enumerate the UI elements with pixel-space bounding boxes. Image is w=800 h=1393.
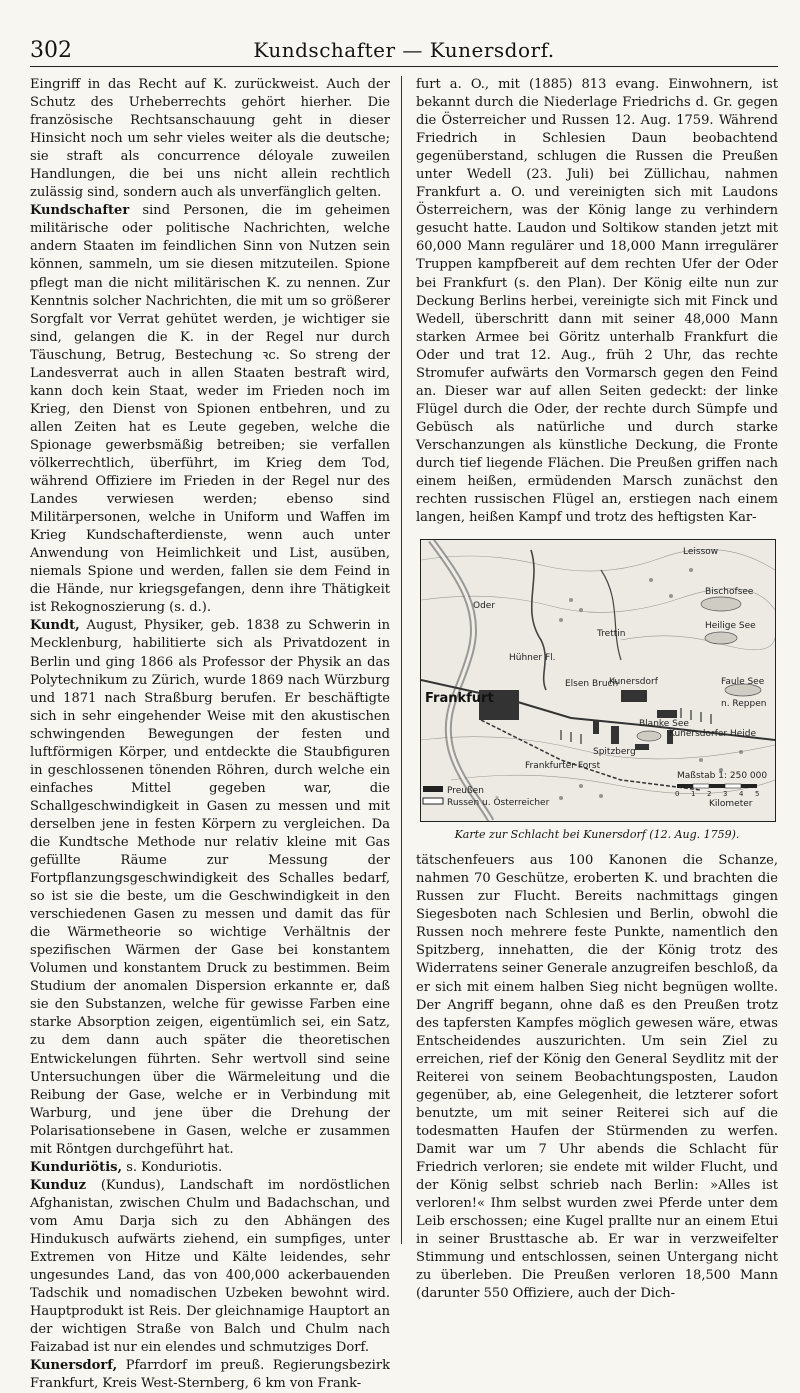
legend-label-prussians: Preußen	[447, 786, 484, 797]
running-head: Kundschafter — Kunersdorf.	[253, 38, 555, 62]
map-label-frankfurt: Frankfurt	[425, 691, 494, 707]
entry-continuation	[30, 76, 390, 202]
map-label-leissow: Leissow	[683, 547, 719, 558]
scale-tick: 2	[707, 790, 712, 799]
entry-lemma: Kunduriötis,	[30, 1159, 123, 1175]
legend-label-russians: Russen u. Österreicher	[447, 798, 550, 809]
entry-kunersdorf	[30, 1357, 390, 1393]
map-scale-unit: Kilometer	[709, 799, 753, 810]
page-number: 302	[30, 38, 72, 63]
entry-kunduriotis	[30, 1159, 390, 1177]
entry-text: August, Physiker, geb. 1838 zu Schwerin in Mecklenburg, habilitierte sich als Privatdozent in Berlin und ging 1866 als Professor der Physik an das Polytechnikum zu Zürich, wurde 1869 nach Würzburg und 1871 nach Straßburg berufen. Er beschäftigte sich in sehr eingehender Weise mit den akustischen schwingenden Bewegungen der festen und luftförmigen Körper, und entdeckte die Staubfiguren in geschlossenen tönenden Röhren, durch welche ein einfaches Mittel gegeben war, die Schallgeschwindigkeit in Gasen zu messen und mit derselben jene in festen Körpern zu vergleichen. Da die Kundtsche Methode nur relativ kleine mit Gas gefüllte Räume zur Messung der Fortpflanzungsgeschwindigkeit des Schalles bedarf, so ist sie die beste, um die Geschwindigkeit in den verschiedenen Gasen zu messen und damit das für die Wärmetheorie so wichtige Verhältnis der spezifischen Wärmen der Gase bei konstantem Volumen und konstantem Druck zu bestimmen. Beim Studium der anomalen Dispersion erkannte er, daß sie den Substanzen, welche für gewisse Farben eine starke Absorption zeigen, eigentümlich sei, ein Satz, zu dem dann auch später die theoretischen Entwickelungen führten. Sehr wertvoll sind seine Untersuchungen über die Wärmeleitung und die Reibung der Gase, welche er in Verbindung mit Warburg, und jene über die Drehung der Polarisationsebene in Gasen, welche er zusammen mit Röntgen durchgeführt hat.	[30, 618, 390, 1157]
entry-kunersdorf-continued: furt a. O., mit (1885) 813 evang. Einwohnern, ist bekannt durch die Niederlage Friedrichs d. Gr. gegen die Österreicher und Russen 12. Aug. 1759. Während Friedrich in Schlesien Daun beobachtend gegenüberstand, schlugen die Russen die Preußen unter Wedell (23. Juli) bei Züllichau, nahmen Frankfurt a. O. und vereinigten sich mit Laudons Österreichern, was der König lange zu verhindern gesucht hatte. Laudon und Soltikow standen jetzt mit 60,000 Mann regulärer und 18,000 Mann irregulärer Truppen kampfbereit auf dem rechten Ufer der Oder bei Frankfurt (s. den Plan). Der König eilte nun zur Deckung Berlins herbei, vereinigte sich mit Finck und Wedell, überschritt dann mit seiner 48,000 Mann starken Armee bei Göritz unterhalb Frankfurt die Oder und trat 12. Aug., früh 2 Uhr, das rechte Stromufer aufwärts den Vormarsch gegen den Feind an. Dieser war auf allen Seiten gedeckt: der linke Flügel durch die Oder, der rechte durch Sümpfe und Gebüsch als natürliche und durch starke Verschanzungen als künstliche Deckung, die Fronte durch tief liegende Flächen. Die Preußen griffen nach einem heißen, ermüdenden Marsch zunächst den rechten russischen Flügel an, erstiegen nach einem langen, heißen Kampf und trotz des heftigsten Kar-	[416, 77, 778, 526]
map-label-elsen-bruch: Elsen Bruch	[565, 679, 619, 690]
entry-lemma: Kundschafter	[30, 203, 130, 219]
entry-kunduz	[30, 1177, 390, 1357]
page-header	[30, 36, 778, 67]
scale-tick: 1	[691, 790, 696, 799]
entry-text: (Kundus), Landschaft im nordöstlichen Afghanistan, zwischen Chulm und Badachschan, und vom Amu Darja sich zu den Abhängen des Hindukusch aufwärts ziehend, ein sumpfiges, unter Extremen von Hitze und Kälte leidendes, sehr ungesundes Land, das von 400,000 ackerbauenden Tadschik und nomadischen Uzbeken bewohnt wird. Hauptprodukt ist Reis. Der gleichnamige Hauptort an der wichtigen Straße von Balch und Chulm nach Faizabad ist nur ein elendes und schmutziges Dorf.	[30, 1177, 390, 1356]
map-label-trettin: Trettin	[597, 629, 626, 640]
column-rule	[401, 76, 402, 1244]
scale-tick: 4	[739, 790, 744, 799]
scale-tick: 3	[723, 790, 728, 799]
entry-kundschafter	[30, 202, 390, 617]
entry-kundt	[30, 617, 390, 1158]
entry-text: sind Personen, die im geheimen militärische oder politische Nachrichten, welche andern Staaten im feindlichen Sinn von Nutzen sein können, sammeln, um sie diesen mitzuteilen. Spione pflegt man die nicht militärischen K. zu nennen. Zur Kenntnis solcher Nachrichten, die mit um so größerer Sorgfalt vor Verrat gehütet werden, je wichtiger sie sind, gelangen die K. in der Regel nur durch Täuschung, Betrug, Bestechung ꝛc. So streng der Landesverrat auch in allen Staaten bestraft wird, kann doch kein Staat, weder im Frieden noch im Krieg, den Dienst von Spionen entbehren, und zu allen Zeiten hat es Leute gegeben, welche die Spionage gewerbsmäßig betreiben; sie verfallen völkerrechtlich, überführt, im Krieg dem Tod, während Offiziere im Frieden in der Regel nur des Landes verwiesen werden; ebenso sind Militärpersonen, welche in Uniform und Waffen im Krieg Kundschafterdienste, wenn auch unter Anwendung von Heimlichkeit und List, ausüben, niemals Spione und werden, fallen sie dem Feind in die Hände, nur kriegsgefangen, denn ihre Thätigkeit ist Rekognoszierung (s. d.).	[30, 203, 390, 616]
right-column	[416, 76, 778, 1303]
entry-kunersdorf-continued-2: tätschenfeuers aus 100 Kanonen die Schanze, nahmen 70 Geschütze, eroberten K. und brachten die Russen zur Flucht. Bereits nachmittags gingen Siegesboten nach Schlesien und Berlin, obwohl die Russen noch mehrere feste Punkte, namentlich den Spitzberg, innehatten, die der König trotz des Widerratens seiner Generale anzugreifen beschloß, da er sich mit einem halben Sieg nicht begnügen wollte. Der Angriff begann, ohne daß es den Preußen trotz des tapfersten Kampfes möglich gewesen wäre, etwas Entscheidendes auszurichten. Um sein Ziel zu erreichen, rief der König den General Seydlitz mit der Reiterei von seinem Beobachtungsposten, Laudon gegenüber, ab, eine Gelegenheit, die letzterer sofort benutzte, um mit seiner Reiterei sich auf die todesmatten Haufen der Stürmenden zu werfen. Damit war um 7 Uhr abends die Schlacht für Friedrich verloren; sie endete mit wilder Flucht, und der König selbst schrieb nach Berlin: »Alles ist verloren!« Ihm selbst wurden zwei Pferde unter dem Leib erschossen; eine Kugel prallte nur an einem Etui in seiner Brusttasche ab. Er war in verzweifelter Stimmung und entschlossen, seinen Untergang nicht zu überleben. Die Preußen verloren 18,500 Mann (darunter 550 Offiziere, auch der Dich-	[416, 853, 778, 1302]
map-label-frankfurter-forst: Frankfurter Forst	[525, 761, 601, 772]
legend-swatch-prussians	[423, 786, 443, 792]
map-scale-label: Maßstab 1: 250 000	[677, 771, 768, 782]
map-scale-bar	[677, 784, 757, 788]
scale-tick: 0	[675, 790, 680, 799]
entry-text: s. Konduriotis.	[122, 1159, 223, 1175]
battle-map	[420, 539, 776, 822]
map-label-bischofsee: Bischofsee	[705, 587, 754, 598]
map-label-heilige-see: Heilige See	[705, 621, 756, 632]
map-caption: Karte zur Schlacht bei Kunersdorf (12. Aug. 1759).	[454, 828, 740, 842]
map-label-reppen: n. Reppen	[721, 699, 767, 710]
legend-swatch-russians	[423, 798, 443, 804]
scale-tick: 5	[755, 790, 760, 799]
map-label-kunersdorfer-heide: Kunersdorfer Heide	[669, 729, 757, 740]
entry-text: Eingriff in das Recht auf K. zurückweist. Auch der Schutz des Urheberrechts gehört hierher. Die französische Rechtsanschauung geht in dieser Hinsicht noch um sehr vieles weiter als die deutsche; sie straft als concurrence déloyale zuweilen Handlungen, die bei uns nicht allein rechtlich zulässig sind, sondern auch als unverfänglich gelten.	[30, 77, 390, 201]
map-label-spitzberg: Spitzberg	[593, 747, 636, 758]
map-label-oder: Oder	[473, 601, 496, 612]
map-label-kunersdorf: Kunersdorf	[609, 677, 658, 688]
map-label-blanke-see: Blanke See	[639, 719, 689, 730]
battle-map-drawing	[421, 540, 775, 821]
left-column	[30, 76, 390, 1393]
entry-lemma: Kunersdorf,	[30, 1358, 118, 1374]
map-label-huehner-fliess: Hühner Fl.	[509, 653, 556, 664]
entry-text: Pfarrdorf im preuß. Regierungsbezirk Frankfurt, Kreis West-Sternberg, 6 km von Frank-	[30, 1358, 390, 1392]
entry-lemma: Kunduz	[30, 1177, 87, 1193]
entry-lemma: Kundt,	[30, 618, 80, 634]
map-label-faule-see: Faule See	[721, 677, 765, 688]
